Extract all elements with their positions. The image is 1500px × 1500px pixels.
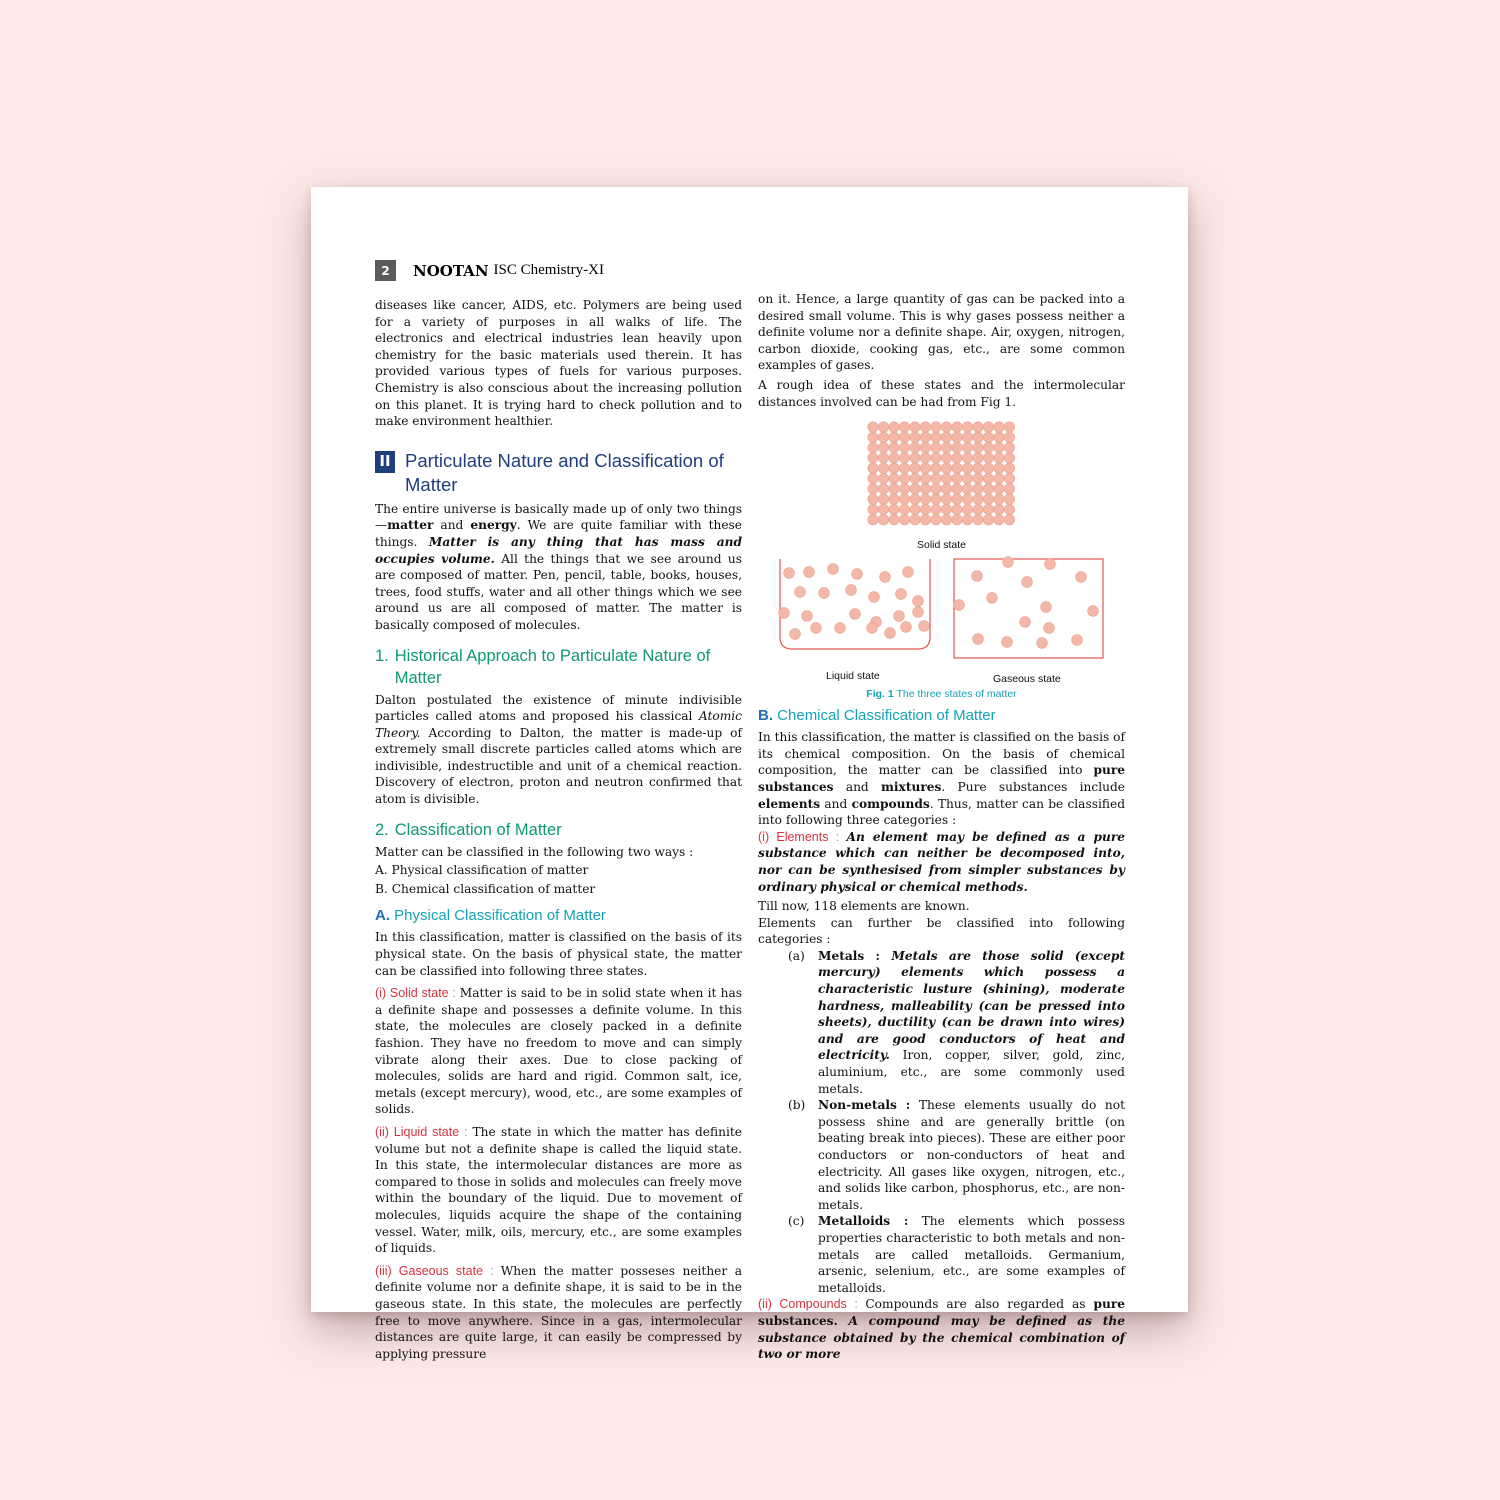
particle bbox=[878, 473, 888, 483]
heading-classification bbox=[375, 819, 742, 841]
particle bbox=[972, 571, 983, 582]
particle bbox=[962, 422, 972, 432]
particle bbox=[983, 443, 993, 453]
particle bbox=[941, 453, 951, 463]
particle bbox=[835, 623, 846, 634]
particle bbox=[952, 432, 962, 442]
text: According to Dalton, the matter is made-up of extremely small discrete particles called atoms which are indivisible, indestructible and unit of a chemical reaction. Discovery of electron, proton and neutron confirmed that atom is divisible. bbox=[375, 725, 742, 807]
particle bbox=[889, 432, 899, 442]
heading-text: Historical Approach to Particulate Nature of Matter bbox=[394, 646, 711, 687]
header-brand: NOOTAN bbox=[413, 261, 489, 280]
particle bbox=[910, 443, 920, 453]
running-header bbox=[375, 260, 604, 281]
text: The state in which the matter has definite volume but not a definite shape is called the liquid state. In this state, the intermolecular distances are more as compared to those in solids and molecules can freely move within the boundary of the liquid. Due to movement of molecules, liquids acquire the shape of the containing vessel. Water, milk, oils, mercury, etc., are some examples of liquids. bbox=[375, 1124, 742, 1256]
particle bbox=[994, 494, 1004, 504]
particle bbox=[913, 607, 924, 618]
particle bbox=[1020, 617, 1031, 628]
ways-intro: Matter can be classified in the following two ways : bbox=[375, 844, 694, 859]
heading-number: 1. bbox=[375, 646, 389, 665]
particle bbox=[931, 463, 941, 473]
particle bbox=[941, 432, 951, 442]
particle bbox=[962, 432, 972, 442]
particle bbox=[878, 484, 888, 494]
particle bbox=[868, 443, 878, 453]
particle bbox=[878, 494, 888, 504]
item-text: The elements which possess properties characteristic to both metals and non-metals are called metalloids. Germanium, arsenic, selenium, etc., are some examples of metalloids. bbox=[818, 1214, 1125, 1295]
particle bbox=[889, 453, 899, 463]
text: . We are quite familiar with these things. bbox=[375, 518, 742, 549]
particle bbox=[1004, 515, 1014, 525]
particle bbox=[962, 504, 972, 514]
figure-reference: A rough idea of these states and the intermolecular distances involved can be had from Fig 1. bbox=[758, 377, 1125, 409]
particle bbox=[952, 484, 962, 494]
text: Dalton postulated the existence of minute indivisible particles called atoms and proposed his classical bbox=[375, 692, 742, 724]
item-term: Metalloids : bbox=[818, 1214, 909, 1229]
term-elements: elements bbox=[758, 796, 821, 811]
figure-caption-text: The three states of matter bbox=[896, 688, 1017, 701]
heading-text: Physical Classification of Matter bbox=[394, 907, 606, 925]
particle bbox=[920, 484, 930, 494]
particle bbox=[910, 432, 920, 442]
particle bbox=[931, 432, 941, 442]
particle bbox=[899, 463, 909, 473]
text: Compounds are also regarded as bbox=[865, 1297, 1094, 1312]
heading-physical bbox=[375, 906, 742, 926]
text: and bbox=[433, 518, 471, 533]
list-item-metalloids bbox=[788, 1213, 1125, 1296]
particle bbox=[1088, 606, 1099, 617]
particle bbox=[910, 422, 920, 432]
particle bbox=[983, 504, 993, 514]
particle bbox=[896, 589, 907, 600]
item-key: (b) bbox=[788, 1098, 806, 1113]
particle bbox=[894, 611, 905, 622]
particle bbox=[1004, 484, 1014, 494]
physical-paragraph: In this classification, matter is classified on the basis of its physical state. On the basis of physical state, the matter can be classified into following three states. bbox=[375, 930, 742, 978]
particle bbox=[920, 463, 930, 473]
elements-label: (i) Elements bbox=[758, 829, 829, 844]
separator: : bbox=[459, 1124, 473, 1139]
text: When the matter posseses neither a definite volume nor a definite shape, it is said to be in the gaseous state. In this state, the molecules are perfectly free to move anywhere. Since in a gas, intermolecular distances are quite large, it can easily be compressed by applying pressure bbox=[375, 1263, 742, 1361]
particle bbox=[868, 484, 878, 494]
particle bbox=[1022, 577, 1033, 588]
particle bbox=[931, 473, 941, 483]
particle bbox=[920, 504, 930, 514]
particle bbox=[899, 443, 909, 453]
particle bbox=[878, 504, 888, 514]
particle bbox=[973, 515, 983, 525]
separator: : bbox=[483, 1263, 501, 1278]
particle bbox=[994, 432, 1004, 442]
item-key: (c) bbox=[788, 1214, 805, 1229]
particle bbox=[899, 504, 909, 514]
particle bbox=[1004, 453, 1014, 463]
figure-caption bbox=[758, 686, 1125, 703]
elements-categories-intro: Elements can further be classified into following categories : bbox=[758, 915, 1125, 947]
particle bbox=[910, 494, 920, 504]
heading-letter: B. bbox=[758, 707, 773, 725]
particle bbox=[973, 463, 983, 473]
heading-text: Chemical Classification of Matter bbox=[777, 707, 996, 725]
item-definition: Metals are those solid (except mercury) elements which possess a characteristic lusture (shining), moderate hardness, malleability (can be pressed into sheets), ductility (can be drawn into wires) and are good conductors of heat and electricity. bbox=[818, 948, 1125, 1063]
solid-state-paragraph bbox=[375, 985, 742, 1118]
particle bbox=[868, 515, 878, 525]
liquid-state-label: (ii) Liquid state bbox=[375, 1124, 460, 1139]
section-heading bbox=[375, 449, 742, 497]
particle bbox=[899, 484, 909, 494]
particle bbox=[869, 592, 880, 603]
particle bbox=[850, 609, 861, 620]
particle bbox=[962, 453, 972, 463]
particle bbox=[941, 463, 951, 473]
particle bbox=[962, 494, 972, 504]
solid-state-caption: Solid state bbox=[916, 539, 967, 552]
matter-paragraph bbox=[375, 501, 742, 634]
particle bbox=[973, 443, 983, 453]
particle bbox=[1072, 635, 1083, 646]
particle bbox=[952, 422, 962, 432]
particle bbox=[1004, 473, 1014, 483]
term-matter: matter bbox=[387, 518, 434, 533]
particle bbox=[920, 422, 930, 432]
particle bbox=[878, 432, 888, 442]
gas-continued-paragraph: on it. Hence, a large quantity of gas can be packed into a desired small volume. This is why gases possess neither a definite volume nor a definite shape. Air, oxygen, nitrogen, carbon dioxide, cooking gas, etc., are some common examples of gases. bbox=[758, 292, 1125, 373]
particle bbox=[941, 422, 951, 432]
particle bbox=[889, 463, 899, 473]
particle bbox=[962, 443, 972, 453]
particle bbox=[868, 463, 878, 473]
particle bbox=[1037, 638, 1048, 649]
item-text: Iron, copper, silver, gold, zinc, aluminium, etc., are some commonly used metals. bbox=[818, 1048, 1125, 1096]
particle bbox=[1004, 504, 1014, 514]
book-page bbox=[311, 187, 1188, 1362]
solid-state-label: (i) Solid state bbox=[375, 986, 449, 1001]
particle bbox=[878, 463, 888, 473]
particle bbox=[983, 473, 993, 483]
particle bbox=[931, 484, 941, 494]
particle bbox=[983, 453, 993, 463]
particle bbox=[868, 494, 878, 504]
particle bbox=[920, 473, 930, 483]
section-number: II bbox=[375, 451, 395, 473]
particle bbox=[889, 494, 899, 504]
particle bbox=[962, 515, 972, 525]
text: Matter is said to be in solid state when it has a definite shape and possesses a definite volume. In this state, the molecules are closely packed in a definite fashion. They have no freedom to move and can simply vibrate along their axes. Due to close packing of molecules, solids are hard and rigid. Common salt, ice, metals (except mercury), wood, etc., are some examples of solids. bbox=[375, 986, 742, 1117]
particle bbox=[931, 422, 941, 432]
particle bbox=[973, 494, 983, 504]
particle bbox=[878, 453, 888, 463]
list-item-non-metals bbox=[788, 1097, 1125, 1213]
particle bbox=[852, 569, 863, 580]
particle bbox=[994, 463, 1004, 473]
particle bbox=[889, 515, 899, 525]
particle bbox=[868, 473, 878, 483]
particle bbox=[952, 453, 962, 463]
particle bbox=[920, 453, 930, 463]
particle bbox=[885, 628, 896, 639]
particle bbox=[779, 608, 790, 619]
particle bbox=[931, 453, 941, 463]
gaseous-state-paragraph bbox=[375, 1263, 742, 1363]
term-energy: energy bbox=[470, 518, 517, 533]
header-book-title: ISC Chemistry-XI bbox=[493, 262, 604, 278]
particle bbox=[1002, 637, 1013, 648]
particle bbox=[931, 515, 941, 525]
particle bbox=[913, 596, 924, 607]
compounds-paragraph bbox=[758, 1296, 1125, 1362]
particle bbox=[994, 422, 1004, 432]
particle bbox=[931, 443, 941, 453]
particle bbox=[973, 504, 983, 514]
item-text: These elements usually do not possess shine and are generally brittle (on beating break into pieces). These are either poor conductors or non-conductors of heat and electricity. All gases like oxygen, nitrogen, etc., and solids like carbon, phosphorus, etc., are non-metals. bbox=[818, 1098, 1125, 1212]
particle bbox=[811, 623, 822, 634]
particle bbox=[941, 443, 951, 453]
particle bbox=[795, 587, 806, 598]
particle bbox=[889, 473, 899, 483]
left-column bbox=[375, 297, 742, 1362]
compounds-label: (ii) Compounds bbox=[758, 1297, 847, 1312]
particle bbox=[1004, 422, 1014, 432]
particle bbox=[994, 443, 1004, 453]
particle bbox=[1041, 602, 1052, 613]
particle bbox=[1004, 432, 1014, 442]
separator: : bbox=[846, 1297, 866, 1312]
particle bbox=[931, 494, 941, 504]
heading-text: Classification of Matter bbox=[394, 820, 562, 839]
element-definition: An element may be defined as a pure substance which can neither be decomposed into, nor can be synthesised from simpler substances by ordinary physical or chemical methods. bbox=[758, 829, 1125, 894]
particle bbox=[804, 567, 815, 578]
page-number: 2 bbox=[375, 260, 396, 281]
particle bbox=[994, 453, 1004, 463]
states-figure bbox=[758, 412, 1125, 701]
list-item-metals bbox=[788, 948, 1125, 1097]
particle bbox=[983, 515, 993, 525]
particle bbox=[973, 432, 983, 442]
text: . Thus, matter can be classified into following three categories : bbox=[758, 796, 1125, 828]
particle bbox=[903, 567, 914, 578]
way-b: B. Chemical classification of matter bbox=[375, 881, 596, 896]
particle bbox=[889, 484, 899, 494]
term-pure-substances: pure substances. bbox=[758, 1297, 1125, 1328]
particle bbox=[994, 504, 1004, 514]
particle bbox=[983, 422, 993, 432]
particle bbox=[983, 494, 993, 504]
text: . Pure substances include bbox=[941, 779, 1125, 794]
particle bbox=[910, 484, 920, 494]
particle bbox=[952, 473, 962, 483]
particle bbox=[910, 504, 920, 514]
particle bbox=[954, 600, 965, 611]
particle bbox=[987, 593, 998, 604]
particle bbox=[941, 484, 951, 494]
particle bbox=[994, 515, 1004, 525]
term-pure-substances: pure substances bbox=[758, 763, 1125, 794]
particle bbox=[973, 484, 983, 494]
particle bbox=[889, 422, 899, 432]
particle bbox=[889, 443, 899, 453]
liquid-state-paragraph bbox=[375, 1124, 742, 1257]
particle bbox=[952, 463, 962, 473]
item-term: Non-metals : bbox=[818, 1098, 911, 1113]
liquid-state-caption: Liquid state bbox=[826, 670, 880, 683]
particle bbox=[889, 504, 899, 514]
separator: : bbox=[448, 986, 460, 1001]
particle bbox=[878, 515, 888, 525]
particle bbox=[941, 473, 951, 483]
particle bbox=[910, 463, 920, 473]
particle bbox=[899, 473, 909, 483]
particle bbox=[931, 504, 941, 514]
particle bbox=[880, 572, 891, 583]
particle bbox=[920, 432, 930, 442]
separator: : bbox=[828, 829, 847, 844]
particle bbox=[867, 623, 878, 634]
text: All the things that we see around us are composed of matter. Pen, pencil, table, books, houses, trees, food stuffs, water and all other things which we see around us are all composed of matter. The matter is basically composed of molecules. bbox=[375, 551, 742, 632]
elements-paragraph bbox=[758, 829, 1125, 895]
particle bbox=[983, 432, 993, 442]
particle bbox=[899, 453, 909, 463]
particle bbox=[868, 432, 878, 442]
particle bbox=[819, 588, 830, 599]
particle bbox=[910, 453, 920, 463]
particle bbox=[952, 443, 962, 453]
right-column bbox=[758, 291, 1125, 1363]
particle bbox=[1004, 463, 1014, 473]
particle bbox=[1003, 557, 1014, 568]
particle bbox=[846, 585, 857, 596]
matter-definition: Matter is any thing that has mass and occupies volume. bbox=[375, 534, 742, 566]
element-categories-list bbox=[758, 948, 1125, 1296]
particle bbox=[828, 564, 839, 575]
item-key: (a) bbox=[788, 948, 805, 963]
particle bbox=[941, 515, 951, 525]
particle bbox=[952, 515, 962, 525]
particle bbox=[868, 504, 878, 514]
particle bbox=[878, 422, 888, 432]
particle bbox=[920, 515, 930, 525]
particle bbox=[983, 463, 993, 473]
dalton-paragraph bbox=[375, 692, 742, 808]
particle bbox=[1076, 572, 1087, 583]
particle bbox=[1004, 443, 1014, 453]
particle bbox=[899, 515, 909, 525]
particle bbox=[910, 473, 920, 483]
elements-count: Till now, 118 elements are known. bbox=[758, 899, 970, 914]
particle bbox=[1004, 494, 1014, 504]
heading-historical bbox=[375, 645, 742, 689]
term-compounds: compounds bbox=[851, 796, 930, 811]
particle bbox=[952, 504, 962, 514]
item-term: Metals : bbox=[818, 948, 881, 963]
particle bbox=[983, 484, 993, 494]
particle bbox=[899, 422, 909, 432]
gaseous-state-label: (iii) Gaseous state bbox=[375, 1263, 484, 1278]
solid-particles bbox=[868, 422, 1015, 525]
atomic-theory: Atomic Theory. bbox=[375, 709, 742, 740]
section-title: Particulate Nature and Classification of Matter bbox=[405, 449, 724, 495]
chemical-paragraph bbox=[758, 729, 1125, 829]
text: and bbox=[833, 779, 882, 794]
particle bbox=[920, 494, 930, 504]
particle bbox=[919, 621, 930, 632]
gas-particles bbox=[954, 557, 1099, 649]
way-a: A. Physical classification of matter bbox=[375, 863, 589, 878]
particle bbox=[910, 515, 920, 525]
intro-paragraph: diseases like cancer, AIDS, etc. Polymers are being used for a variety of purposes in all walks of life. The electronics and electrical industries lean heavily upon chemistry for the basic materials used therein. It has provided various types of fuels for various purposes. Chemistry is also conscious about the increasing pollution on this planet. It is trying hard to check pollution and to make environment healthier. bbox=[375, 298, 742, 429]
particle bbox=[901, 622, 912, 633]
particle bbox=[973, 422, 983, 432]
particle bbox=[878, 443, 888, 453]
heading-letter: A. bbox=[375, 907, 390, 925]
text: In this classification, the matter is classified on the basis of its chemical composition. On the basis of chemical composition, the matter can be classified into bbox=[758, 730, 1125, 778]
particle bbox=[1045, 559, 1056, 570]
particle bbox=[802, 611, 813, 622]
particle bbox=[790, 629, 801, 640]
heading-chemical bbox=[758, 706, 1125, 726]
particle bbox=[899, 432, 909, 442]
particle bbox=[868, 453, 878, 463]
particle bbox=[973, 473, 983, 483]
particle bbox=[941, 504, 951, 514]
particle bbox=[973, 453, 983, 463]
gaseous-state-caption: Gaseous state bbox=[993, 673, 1061, 686]
particle bbox=[784, 568, 795, 579]
figure-number: Fig. 1 bbox=[866, 688, 894, 701]
particle bbox=[994, 484, 1004, 494]
particle bbox=[920, 443, 930, 453]
term-mixtures: mixtures bbox=[881, 779, 942, 794]
particle bbox=[1044, 623, 1055, 634]
particle bbox=[973, 634, 984, 645]
particle bbox=[952, 494, 962, 504]
particle bbox=[962, 463, 972, 473]
heading-number: 2. bbox=[375, 820, 389, 839]
particle bbox=[962, 484, 972, 494]
text: The entire universe is basically made up of only two things— bbox=[375, 501, 742, 533]
particle bbox=[868, 422, 878, 432]
particle bbox=[994, 473, 1004, 483]
text: and bbox=[820, 796, 852, 811]
liquid-particles bbox=[779, 564, 930, 640]
compound-definition: A compound may be defined as the substance obtained by the chemical combination of two or more bbox=[758, 1313, 1125, 1362]
particle bbox=[941, 494, 951, 504]
particle bbox=[962, 473, 972, 483]
particle bbox=[899, 494, 909, 504]
